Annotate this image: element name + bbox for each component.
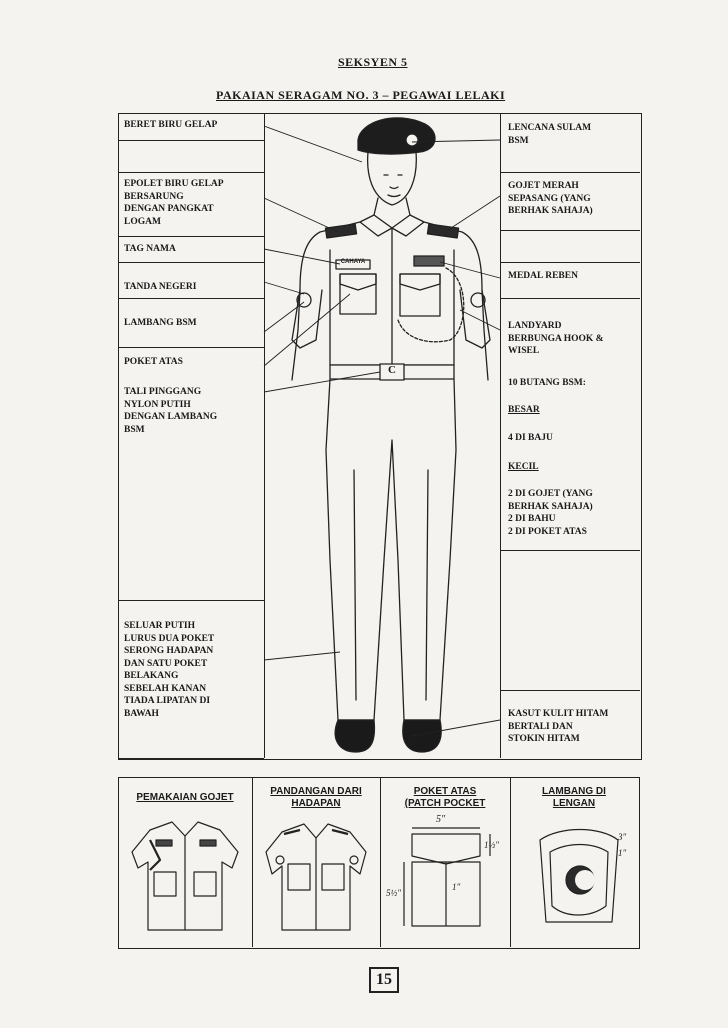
label-epolet: EPOLET BIRU GELAP BERSARUNG DENGAN PANGKAT LOGAM — [124, 179, 224, 227]
dim-height: 1½" — [484, 840, 500, 850]
label-besar: BESAR — [508, 405, 540, 415]
label-poket-atas: POKET ATAS — [124, 357, 183, 367]
dim-pleat: 1" — [452, 882, 461, 892]
page-title: PAKAIAN SERAGAM NO. 3 – PEGAWAI LELAKI — [216, 88, 506, 102]
label-gojet: GOJET MERAH SEPASANG (YANG BERHAK SAHAJA) — [508, 181, 593, 216]
dim-pocket-height: 5½" — [386, 888, 402, 898]
belt-buckle-text: C — [388, 364, 396, 376]
label-landyard: LANDYARD BERBUNGA HOOK & WISEL — [508, 321, 604, 356]
section-heading: SEKSYEN 5 — [338, 55, 408, 69]
patch-pocket-icon — [404, 828, 490, 926]
label-tanda-negeri: TANDA NEGERI — [124, 282, 197, 292]
caption-lambang-lengan: LAMBANG DI LENGAN — [542, 786, 606, 809]
label-seluar: SELUAR PUTIH LURUS DUA POKET SERONG HADAPAN DAN SATU POKET BELAKANG SEBELAH KANAN TIADA LIPATAN DI BAWAH — [124, 621, 215, 719]
label-besar-detail: 4 DI BAJU — [508, 433, 553, 443]
label-lencana: LENCANA SULAM BSM — [508, 123, 592, 146]
label-tag-nama: TAG NAMA — [124, 244, 176, 254]
label-butang: 10 BUTANG BSM: — [508, 378, 586, 388]
dim-width: 5" — [436, 814, 446, 825]
name-tag-text: CAHAYA — [340, 259, 366, 265]
label-kecil: KECIL — [508, 462, 539, 472]
label-tali-pinggang: TALI PINGGANG NYLON PUTIH DENGAN LAMBANG BSM — [124, 387, 218, 435]
label-medal-reben: MEDAL REBEN — [508, 271, 578, 281]
label-kecil-detail: 2 DI GOJET (YANG BERHAK SAHAJA) 2 DI BAHU 2 DI POKET ATAS — [508, 489, 593, 537]
page-number: 15 — [369, 967, 399, 993]
dim-badge-width: 3" — [618, 832, 627, 842]
dim-badge-height: 1" — [618, 848, 627, 858]
label-kasut: KASUT KULIT HITAM BERTALI DAN STOKIN HITAM — [508, 709, 609, 744]
front-shirt-icon — [266, 824, 366, 930]
sleeve-badge-icon — [540, 830, 618, 923]
caption-poket-atas: POKET ATAS (PATCH POCKET — [404, 786, 486, 809]
label-lambang-bsm: LAMBANG BSM — [124, 318, 197, 328]
label-beret: BERET BIRU GELAP — [124, 120, 218, 130]
caption-pandangan-hadapan: PANDANGAN DARI HADAPAN — [270, 786, 362, 809]
caption-pemakaian-gojet: PEMAKAIAN GOJET — [136, 792, 234, 803]
gojet-shirt-icon — [132, 822, 238, 930]
